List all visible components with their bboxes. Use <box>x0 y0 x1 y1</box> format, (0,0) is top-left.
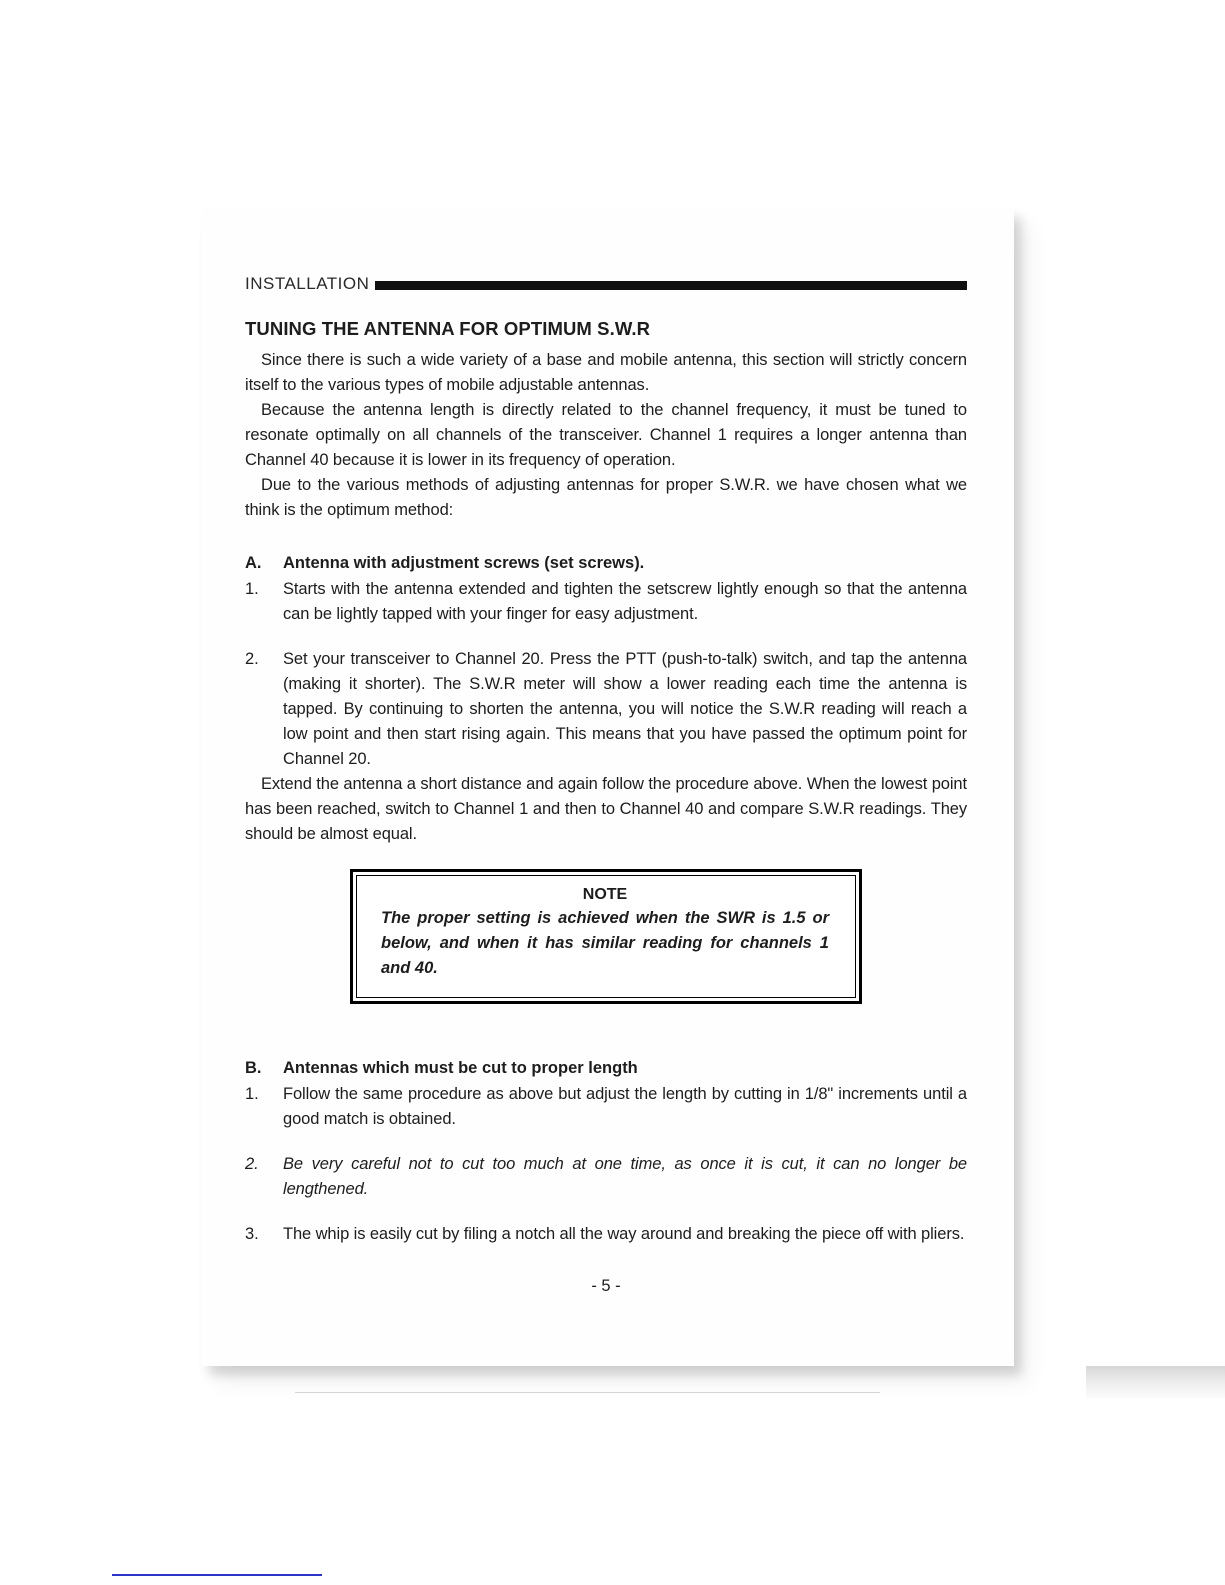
list-item-number: 1. <box>245 580 259 598</box>
scan-corner-shadow <box>1086 1366 1225 1398</box>
list-item <box>245 647 967 772</box>
scan-blue-line-artifact <box>112 1574 322 1576</box>
list-item-number: 2. <box>245 650 259 668</box>
section-header <box>245 274 967 294</box>
note-box <box>350 869 862 1004</box>
list-item <box>245 1152 967 1202</box>
list-item-number: 2. <box>245 1155 259 1173</box>
note-title: NOTE <box>582 886 628 903</box>
list-item-number: 3. <box>245 1225 259 1243</box>
paragraph-intro: Since there is such a wide variety of a base and mobile antenna, this section will strictly concern itself to the various types of mobile adjustable antennas. <box>245 351 967 394</box>
section-a-letter: A. <box>245 554 262 572</box>
section-b-heading <box>245 1056 967 1081</box>
list-item <box>245 1222 967 1247</box>
header-rule <box>375 281 967 290</box>
paragraph-methods: Due to the various methods of adjusting antennas for proper S.W.R. we have chosen what we think is the optimum method: <box>245 476 967 519</box>
list-item <box>245 1082 967 1132</box>
note-body: The proper setting is achieved when the SWR is 1.5 or below, and when it has similar reading for channels 1 and 40. <box>381 909 829 977</box>
list-item-number: 1. <box>245 1085 259 1103</box>
section-b-letter: B. <box>245 1059 262 1077</box>
section-header-label: INSTALLATION <box>245 274 370 293</box>
page-title: TUNING THE ANTENNA FOR OPTIMUM S.W.R <box>245 318 651 339</box>
list-item-text: Be very careful not to cut too much at one time, as once it is cut, it can no longer be lengthened. <box>283 1155 967 1198</box>
list-item-text: Follow the same procedure as above but adjust the length by cutting in 1/8" increments until a good match is obtained. <box>283 1085 967 1128</box>
page-content <box>245 274 967 1296</box>
list-item-text: Starts with the antenna extended and tighten the setscrew lightly enough so that the antenna can be lightly tapped with your finger for easy adjustment. <box>283 580 967 623</box>
page-number: - 5 - <box>591 1277 621 1295</box>
scan-edge-line <box>295 1392 880 1393</box>
note-box-inner <box>356 875 856 998</box>
list-item-text: The whip is easily cut by filing a notch all the way around and breaking the piece off with pliers. <box>283 1225 965 1243</box>
section-a-heading <box>245 551 967 576</box>
section-b-title: Antennas which must be cut to proper length <box>283 1059 638 1077</box>
list-item-text: Set your transceiver to Channel 20. Press the PTT (push-to-talk) switch, and tap the antenna (making it shorter). The S.W.R meter will show a lower reading each time the antenna is tapped. By continuing to shorten the antenna, you will notice the S.W.R reading will reach a low point and then start rising again. This means that you have passed the optimum point for Channel 20. <box>283 650 967 768</box>
section-a-title: Antenna with adjustment screws (set screws). <box>283 554 645 572</box>
paragraph-extend-antenna: Extend the antenna a short distance and again follow the procedure above. When the lowest point has been reached, switch to Channel 1 and then to Channel 40 and compare S.W.R readings. They should be almost equal. <box>245 775 967 843</box>
paragraph-antenna-length: Because the antenna length is directly related to the channel frequency, it must be tuned to resonate optimally on all channels of the transceiver. Channel 1 requires a longer antenna than Channel 40 because it is lower in its frequency of operation. <box>245 401 967 469</box>
scanned-manual-page <box>202 208 1014 1366</box>
list-item <box>245 577 967 627</box>
